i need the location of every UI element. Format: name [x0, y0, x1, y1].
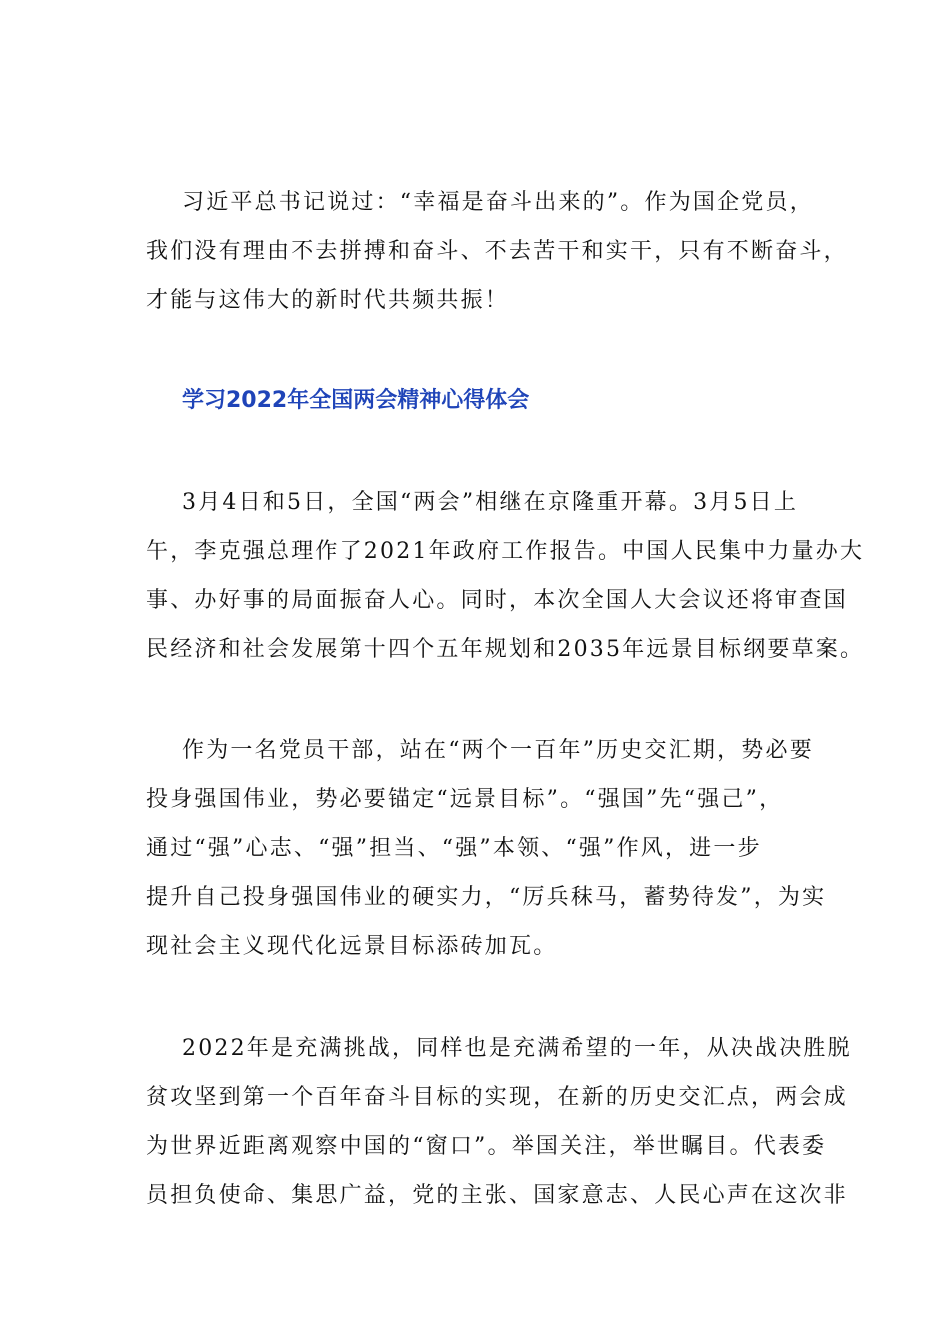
section-heading: 学习2022年全国两会精神心得体会	[182, 388, 530, 413]
text-line: 午，李克强总理作了2021年政府工作报告。中国人民集中力量办大	[146, 539, 865, 564]
text-line: 现社会主义现代化远景目标添砖加瓦。	[146, 934, 558, 959]
paragraph-quote	[146, 178, 848, 325]
text-line: 贫攻坚到第一个百年奋斗目标的实现，在新的历史交汇点，两会成	[146, 1085, 848, 1110]
text-line: 通过“强”心志、“强”担当、“强”本领、“强”作风，进一步	[146, 836, 762, 861]
text-line: 投身强国伟业，势必要锚定“远景目标”。“强国”先“强己”，	[146, 787, 784, 812]
text-line: 我们没有理由不去拼搏和奋斗、不去苦干和实干，只有不断奋斗，	[146, 239, 848, 264]
text-line: 民经济和社会发展第十四个五年规划和2035年远景目标纲要草案。	[146, 637, 865, 662]
text-line: 2022年是充满挑战，同样也是充满希望的一年，从决战决胜脱	[182, 1036, 852, 1061]
paragraph-year-2022	[146, 1024, 852, 1220]
text-line: 作为一名党员干部，站在“两个一百年”历史交汇期，势必要	[182, 738, 814, 763]
text-line: 员担负使命、集思广益，党的主张、国家意志、人民心声在这次非	[146, 1183, 848, 1208]
paragraph-party-cadre	[146, 726, 827, 971]
text-line: 才能与这伟大的新时代共频共振！	[146, 288, 510, 313]
text-line: 事、办好事的局面振奋人心。同时，本次全国人大会议还将审查国	[146, 588, 848, 613]
text-line: 提升自己投身强国伟业的硬实力，“厉兵秣马，蓄势待发”，为实	[146, 885, 827, 910]
text-line: 习近平总书记说过：“幸福是奋斗出来的”。作为国企党员，	[182, 190, 814, 215]
text-line: 3月4日和5日，全国“两会”相继在京隆重开幕。3月5日上	[182, 490, 799, 515]
paragraph-meeting-opening	[146, 478, 865, 674]
text-line: 为世界近距离观察中国的“窗口”。举国关注，举世瞩目。代表委	[146, 1134, 827, 1159]
